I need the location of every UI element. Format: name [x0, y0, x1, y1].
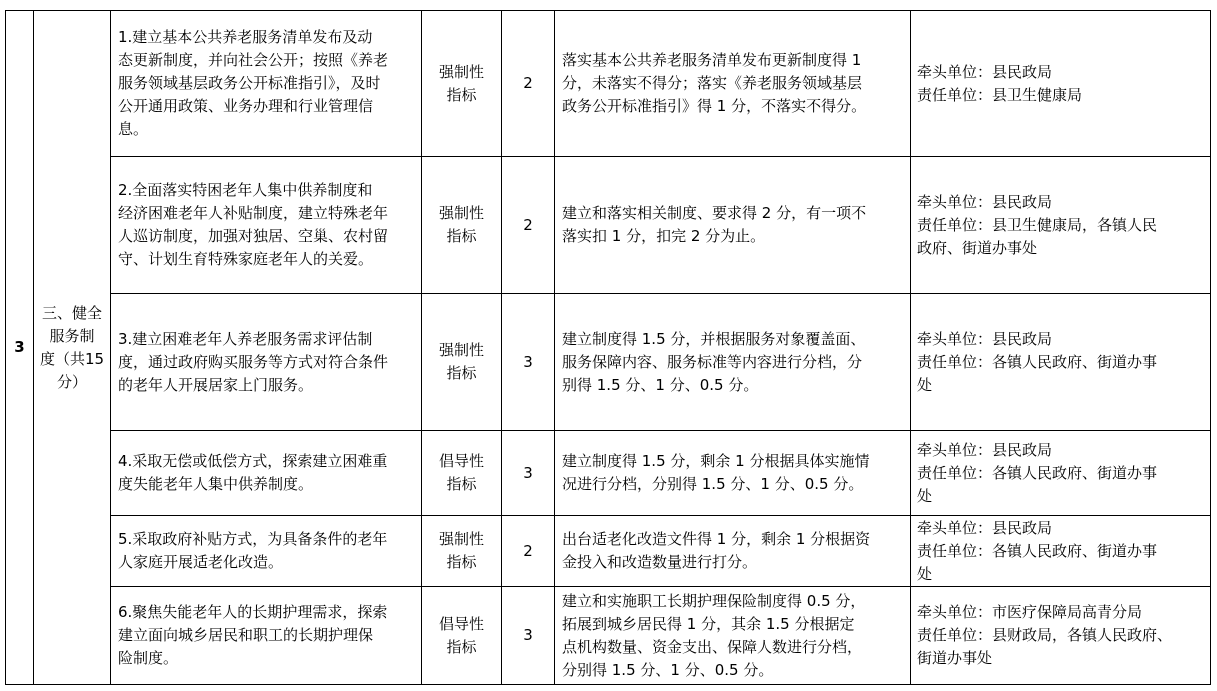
- responsible-unit-line: 责任单位：各镇人民政府、街道办事: [917, 352, 1158, 371]
- responsible-unit-cell: [911, 431, 1211, 516]
- score-cell: [502, 11, 555, 157]
- score-value: 2: [523, 74, 533, 92]
- item-content-line: 1.建立基本公共养老服务清单发布及动: [118, 28, 373, 46]
- responsible-unit-cell: [911, 294, 1211, 431]
- indicator-type-cell: [422, 157, 502, 294]
- responsible-unit-line: 牵头单位：市医疗保障局高青分局: [917, 603, 1143, 621]
- item-content-cell: [111, 157, 422, 294]
- item-content-cell: [111, 587, 422, 685]
- responsible-unit-line: 牵头单位：县民政局: [917, 329, 1053, 348]
- item-content-line: 2.全面落实特困老年人集中供养制度和: [118, 181, 373, 199]
- scoring-criteria-line: 分别得 1.5 分、1 分、0.5 分。: [562, 660, 774, 679]
- section-number-cell: [6, 11, 34, 685]
- section-category-line: 分）: [56, 372, 87, 391]
- indicator-type-line: 指标: [446, 475, 477, 493]
- item-content-line: 守、计划生育特殊家庭老年人的关爱。: [118, 250, 374, 268]
- indicator-type-line: 倡导性: [438, 614, 484, 633]
- responsible-unit-line: 责任单位：县卫生健康局，各镇人民: [917, 215, 1158, 234]
- score-cell: [502, 431, 555, 516]
- responsible-unit-line: 政府、街道办事处: [917, 238, 1038, 257]
- indicator-type-cell: [422, 431, 502, 516]
- responsible-unit-line: 责任单位：各镇人民政府、街道办事: [917, 541, 1158, 560]
- item-content-line: 建立面向城乡居民和职工的长期护理保: [118, 626, 374, 644]
- item-content-line: 度，通过政府购买服务等方式对符合条件: [118, 352, 389, 371]
- item-content-line: 度失能老年人集中供养制度。: [118, 475, 314, 493]
- score-value: 3: [523, 626, 533, 644]
- indicator-type-cell: [422, 11, 502, 157]
- scoring-criteria-line: 出台适老化改造文件得 1 分，剩余 1 分根据资: [562, 530, 871, 548]
- scoring-criteria-line: 建立制度得 1.5 分，并根据服务对象覆盖面、: [562, 329, 866, 348]
- responsible-unit-cell: [911, 157, 1211, 294]
- scoring-criteria-cell: [555, 516, 911, 587]
- responsible-unit-line: 街道办事处: [917, 649, 993, 667]
- item-content-line: 人家庭开展适老化改造。: [118, 553, 284, 571]
- section-category-line: 三、健全: [41, 303, 102, 322]
- responsible-unit-line: 责任单位：县财政局，各镇人民政府、: [917, 626, 1173, 644]
- indicator-type-line: 指标: [446, 637, 477, 656]
- responsible-unit-line: 责任单位：县卫生健康局: [917, 85, 1083, 104]
- section-category-line: 服务制: [49, 326, 95, 345]
- scoring-criteria-cell: [555, 11, 911, 157]
- responsible-unit-cell: [911, 587, 1211, 685]
- score-cell: [502, 157, 555, 294]
- responsible-unit-line: 处: [917, 486, 933, 505]
- responsible-unit-cell: [911, 516, 1211, 587]
- table-row: [6, 431, 1211, 516]
- section-category-cell: [34, 11, 111, 685]
- responsible-unit-line: 牵头单位：县民政局: [917, 518, 1053, 537]
- scoring-criteria-cell: [555, 294, 911, 431]
- section-number: 3: [14, 338, 25, 356]
- evaluation-table: [5, 10, 1211, 685]
- scoring-criteria-line: 点机构数量、资金支出、保障人数进行分档，: [562, 637, 863, 656]
- scoring-criteria-cell: [555, 431, 911, 516]
- item-content-line: 5.采取政府补贴方式，为具备条件的老年: [118, 530, 388, 548]
- score-value: 2: [523, 215, 533, 234]
- score-cell: [502, 294, 555, 431]
- table-row: [6, 157, 1211, 294]
- indicator-type-line: 倡导性: [438, 452, 484, 470]
- item-content-line: 服务领域基层政务公开标准指引》，及时: [118, 74, 381, 92]
- responsible-unit-line: 牵头单位：县民政局: [917, 440, 1053, 459]
- indicator-type-line: 强制性: [438, 204, 484, 222]
- scoring-criteria-line: 分，未落实不得分；落实《养老服务领域基层: [562, 74, 863, 92]
- score-value: 3: [523, 352, 533, 371]
- item-content-line: 公开通用政策、业务办理和行业管理信: [118, 97, 374, 115]
- responsible-unit-line: 牵头单位：县民政局: [917, 192, 1053, 211]
- scoring-criteria-line: 建立制度得 1.5 分，剩余 1 分根据具体实施情: [562, 452, 870, 470]
- table-row: [6, 11, 1211, 157]
- table-row: [6, 587, 1211, 685]
- score-cell: [502, 587, 555, 685]
- responsible-unit-cell: [911, 11, 1211, 157]
- indicator-type-line: 强制性: [438, 341, 484, 359]
- indicator-type-line: 指标: [446, 227, 477, 245]
- responsible-unit-line: 牵头单位：县民政局: [917, 62, 1053, 81]
- scoring-criteria-line: 落实扣 1 分，扣完 2 分为止。: [562, 227, 766, 245]
- item-content-line: 息。: [118, 120, 149, 138]
- scoring-criteria-line: 拓展到城乡居民得 1 分，其余 1.5 分根据定: [562, 614, 855, 633]
- scoring-criteria-line: 建立和落实相关制度、要求得 2 分，有一项不: [562, 204, 867, 222]
- indicator-type-cell: [422, 516, 502, 587]
- responsible-unit-line: 处: [917, 564, 933, 583]
- scoring-criteria-line: 落实基本公共养老服务清单发布更新制度得 1: [562, 51, 862, 69]
- indicator-type-line: 指标: [446, 85, 477, 104]
- item-content-cell: [111, 431, 422, 516]
- score-value: 2: [523, 541, 533, 560]
- indicator-type-line: 强制性: [438, 530, 484, 548]
- section-category-line: 度（共15: [39, 349, 105, 368]
- item-content-line: 经济困难老年人补贴制度，建立特殊老年: [118, 204, 389, 222]
- item-content-line: 人巡访制度，加强对独居、空巢、农村留: [118, 227, 389, 245]
- scoring-criteria-line: 况进行分档，分别得 1.5 分、1 分、0.5 分。: [562, 475, 864, 493]
- scoring-criteria-line: 政务公开标准指引》得 1 分，不落实不得分。: [562, 97, 867, 115]
- score-value: 3: [523, 463, 533, 482]
- indicator-type-line: 强制性: [438, 62, 484, 81]
- item-content-line: 3.建立困难老年人养老服务需求评估制: [118, 329, 373, 348]
- indicator-type-cell: [422, 587, 502, 685]
- scoring-criteria-line: 服务保障内容、服务标准等内容进行分档，分: [562, 352, 863, 371]
- item-content-cell: [111, 294, 422, 431]
- indicator-type-line: 指标: [446, 364, 477, 382]
- item-content-cell: [111, 11, 422, 157]
- item-content-line: 6.聚焦失能老年人的长期护理需求，探索: [118, 603, 388, 621]
- indicator-type-line: 指标: [446, 553, 477, 571]
- item-content-cell: [111, 516, 422, 587]
- item-content-line: 4.采取无偿或低偿方式，探索建立困难重: [118, 452, 388, 470]
- scoring-criteria-line: 建立和实施职工长期护理保险制度得 0.5 分，: [562, 591, 866, 610]
- indicator-type-cell: [422, 294, 502, 431]
- item-content-line: 险制度。: [118, 649, 179, 667]
- scoring-criteria-line: 别得 1.5 分、1 分、0.5 分。: [562, 375, 759, 394]
- responsible-unit-line: 处: [917, 375, 933, 394]
- item-content-line: 态更新制度，并向社会公开；按照《养老: [118, 51, 389, 69]
- scoring-criteria-line: 金投入和改造数量进行打分。: [562, 553, 758, 571]
- scoring-criteria-cell: [555, 587, 911, 685]
- responsible-unit-line: 责任单位：各镇人民政府、街道办事: [917, 463, 1158, 482]
- table-row: [6, 294, 1211, 431]
- scoring-criteria-cell: [555, 157, 911, 294]
- item-content-line: 的老年人开展居家上门服务。: [118, 375, 314, 394]
- table-row: [6, 516, 1211, 587]
- score-cell: [502, 516, 555, 587]
